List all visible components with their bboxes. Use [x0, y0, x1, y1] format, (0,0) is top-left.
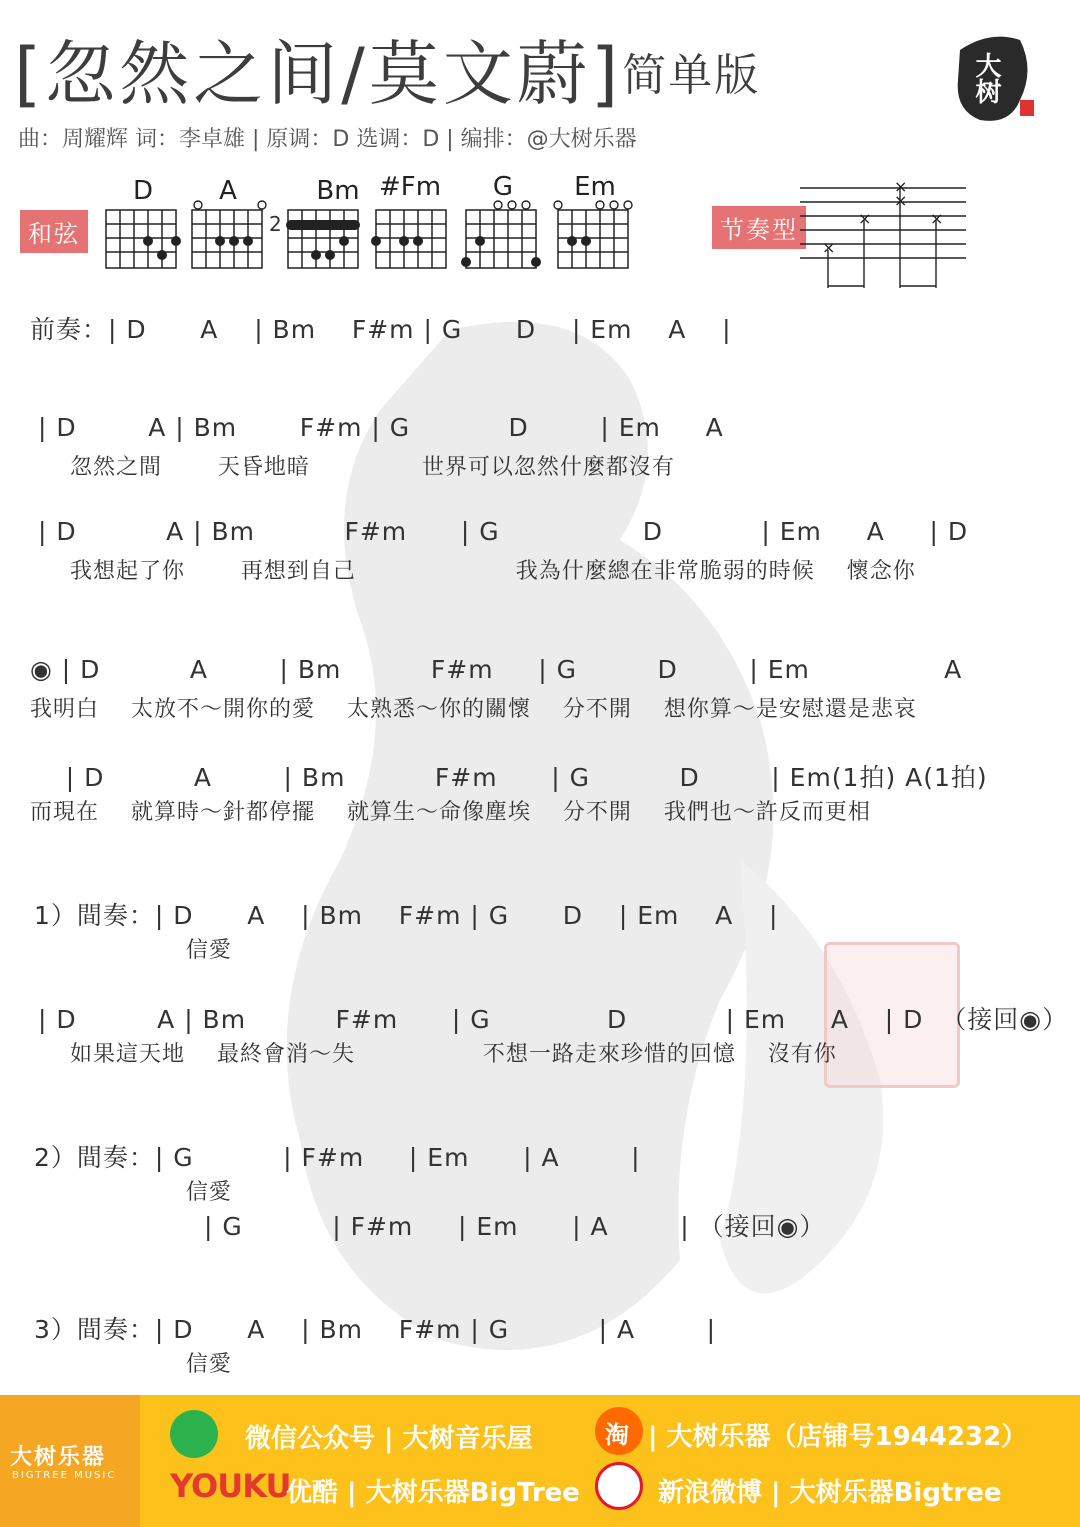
bridge-lyrics: 如果這天地 最終會消～失 不想一路走來珍惜的回憶 沒有你 [38, 1042, 837, 1067]
footer-youku[interactable]: 优酷 | 大树乐器BigTree [286, 1478, 580, 1508]
footer-weibo[interactable]: 新浪微博 | 大树乐器Bigtree [658, 1478, 1002, 1508]
chord-name-a: A [219, 176, 237, 206]
chord-name-fm: #Fm [378, 172, 442, 202]
chorus-line1-lyrics: 我明白 太放不～開你的愛 太熟悉～你的關懷 分不開 想你算～是安慰還是悲哀 [30, 697, 917, 722]
chord-grid-d [106, 210, 176, 268]
verse1-line1-chords: | D A | Bm F#m | G D | Em A [38, 413, 724, 442]
interlude2-repeat-chords: | G | F#m | Em | A | （接回◉） [34, 1212, 826, 1241]
wechat-icon [170, 1410, 218, 1458]
verse1-line2-lyrics: 我想起了你 再想到自己 我為什麼總在非常脆弱的時候 懷念你 [38, 559, 916, 584]
chord-grid-fm [376, 210, 446, 268]
intro-chord-row: 前奏：| D A | Bm F#m | G D | Em A | [30, 315, 732, 344]
footer-brand: 大树乐器 [10, 1445, 107, 1470]
taobao-icon-glyph: 淘 [605, 1421, 629, 1449]
footer-brand-sub: BIGTREE MUSIC [12, 1470, 117, 1481]
chord-diagrams [100, 200, 640, 278]
chorus-line2-lyrics: 而現在 就算時～針都停擺 就算生～命像塵埃 分不開 我們也～許反而更相 [30, 800, 871, 825]
barre-fret-number: 2 [269, 212, 282, 236]
song-title: [忽然之间/莫文蔚]简单版 [14, 33, 761, 115]
rhythm-pattern [800, 180, 966, 292]
chord-name-bm: Bm [316, 176, 360, 206]
taobao-icon [595, 1407, 643, 1455]
interlude3-lyrics: 信愛 [34, 1352, 232, 1377]
chord-name-g: G [492, 172, 514, 202]
song-credits: 曲：周耀辉 词：李卓雄 | 原调：D 选调：D | 编排：@大树乐器 [18, 127, 637, 152]
brand-logo [950, 30, 1038, 130]
svg-text:×: × [930, 209, 944, 228]
chord-name-em: Em [574, 172, 616, 202]
verse1-line1-lyrics: 忽然之間 天昏地暗 世界可以忽然什麼都沒有 [38, 455, 675, 480]
verse1-line2-chords: | D A | Bm F#m | G D | Em A | D [38, 517, 969, 546]
footer-taobao[interactable]: | 大树乐器（店铺号1944232） [648, 1422, 1028, 1452]
svg-text:×: × [894, 180, 908, 196]
bridge-chords: | D A | Bm F#m | G D | Em A | D （接回◉） [38, 1005, 1069, 1034]
chords-label: 和弦 [20, 210, 88, 253]
youku-logo: YOUKU [170, 1467, 291, 1505]
weibo-icon [595, 1462, 643, 1510]
chord-name-d: D [132, 176, 154, 206]
svg-text:×: × [894, 191, 908, 210]
chorus-line2-chords: | D A | Bm F#m | G D | Em(1拍) A(1拍) [30, 763, 988, 792]
interlude1-lyrics: 信愛 [34, 938, 232, 963]
chorus-line1-chords: ◉ | D A | Bm F#m | G D | Em A [30, 655, 963, 684]
svg-text:×: × [822, 238, 836, 257]
interlude3-chords: 3）間奏：| D A | Bm F#m | G | A | [34, 1315, 717, 1344]
logo-text: 大树 [971, 52, 1001, 104]
interlude2-chords: 2）間奏：| G | F#m | Em | A | [34, 1143, 641, 1172]
rhythm-label: 节奏型 [712, 206, 806, 249]
interlude2-lyrics: 信愛 [34, 1180, 232, 1205]
interlude1-chords: 1）間奏：| D A | Bm F#m | G D | Em A | [34, 901, 779, 930]
svg-text:×: × [858, 209, 872, 228]
footer-wechat[interactable]: 微信公众号 | 大树音乐屋 [245, 1424, 533, 1454]
